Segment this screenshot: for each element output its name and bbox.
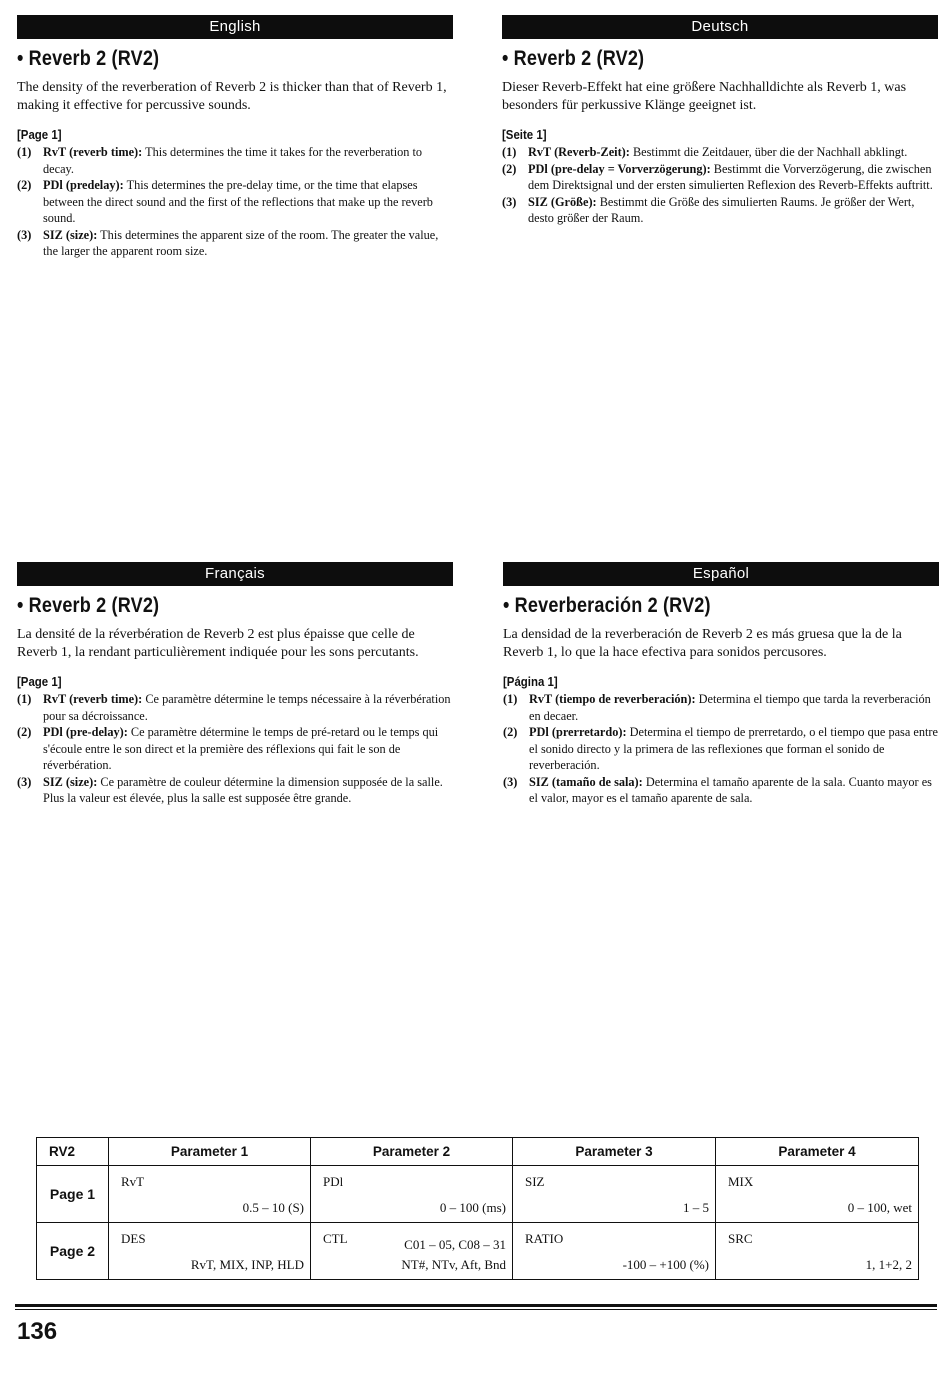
parameter-term: PDl (prerretardo): (529, 725, 627, 739)
column-header: Parameter 3 (513, 1138, 716, 1166)
parameter-range: C01 – 05, C08 – 31 (404, 1237, 506, 1252)
parameter-description: This determines the pre-delay time, or the time that elapses between the direct sound and the first of the reflections that make up the reverb sound. (43, 178, 433, 225)
item-number: (2) (17, 178, 32, 192)
parameter-range: 1, 1+2, 2 (865, 1257, 912, 1272)
parameter-description: This determines the time it takes for the reverberation to decay. (43, 145, 423, 176)
parameter-description: Determina el tamaño aparente de la sala. Cuanto mayor es el valor, mayor es el tamaño aparente de sala. (529, 774, 932, 805)
table-header-row (37, 1138, 919, 1166)
item-number: (1) (17, 692, 32, 706)
item-number: (2) (17, 725, 32, 739)
parameter-description: Bestimmt die Zeitdauer, über die der Nachhall abklingt. (629, 145, 908, 159)
row-header: Page 1 (37, 1166, 109, 1223)
row-header: Page 2 (37, 1223, 109, 1280)
parameter-item (17, 691, 453, 724)
parameter-term: PDl (predelay): (43, 178, 124, 192)
parameter-description: Bestimmt die Größe des simulierten Raums. Je größer der Wert, desto größer der Raum. (528, 194, 915, 225)
item-number: (1) (502, 145, 517, 159)
table-corner-label: RV2 (37, 1138, 109, 1166)
parameter-range: 1 – 5 (683, 1200, 709, 1215)
parameter-description: Determina el tiempo de prerretardo, o el tiempo que pasa entre el sonido directo y la primera de las reflexiones que forman el sonido de reverberación. (529, 725, 938, 772)
parameter-item (503, 691, 939, 724)
section-title: • Reverb 2 (RV2) (17, 594, 160, 617)
parameter-description: This determines the apparent size of the room. The greater the value, the larger the apparent room size. (43, 227, 439, 258)
parameter-list (502, 144, 938, 227)
parameter-list (503, 691, 939, 807)
language-bar: Deutsch (502, 15, 938, 39)
item-number: (2) (503, 725, 518, 739)
item-number: (3) (17, 227, 32, 242)
section-title: • Reverberación 2 (RV2) (503, 594, 711, 617)
parameter-item (503, 774, 939, 807)
parameter-description: Determina el tiempo que tarda la reverberación en decaer. (529, 692, 931, 723)
section-espanol (503, 562, 939, 807)
parameter-term: SIZ (size): (43, 227, 98, 242)
parameter-term: RvT (tiempo de reverberación): (529, 692, 696, 706)
column-header: Parameter 4 (716, 1138, 919, 1166)
parameter-range: 0 – 100, wet (847, 1200, 912, 1215)
table-cell (716, 1223, 919, 1280)
parameter-name: RvT (121, 1174, 145, 1189)
page-label: [Página 1] (503, 674, 558, 689)
parameter-range: 0.5 – 10 (S) (242, 1200, 304, 1215)
parameter-term: SIZ (tamaño de sala): (529, 774, 643, 789)
parameter-description: Ce paramètre détermine le temps nécessaire à la réverbération pour sa décroissance. (43, 692, 451, 723)
parameter-description: Ce paramètre détermine le temps de pré-retard ou le temps qui s'écoule entre le son direct et la première des réflexions qui fait le son de réverbération. (43, 725, 439, 772)
parameter-item (17, 177, 453, 227)
parameter-description: Bestimmt die Vorverzögerung, die zwischen dem Direktsignal und der ersten simulierten Reflexion des Reverb-Effekts auftritt. (528, 161, 933, 192)
parameter-item (17, 774, 453, 807)
parameter-list (17, 144, 453, 260)
parameter-name: RATIO (525, 1231, 564, 1246)
column-header: Parameter 2 (311, 1138, 513, 1166)
parameter-range: NT#, NTv, Aft, Bnd (401, 1257, 506, 1272)
parameter-term: SIZ (size): (43, 774, 98, 789)
parameter-range: 0 – 100 (ms) (439, 1200, 506, 1215)
parameter-name: SRC (728, 1231, 753, 1246)
intro-paragraph: The density of the reverberation of Reverb 2 is thicker than that of Reverb 1, making it effective for percussive sounds. (17, 80, 447, 113)
parameter-range: RvT, MIX, INP, HLD (190, 1257, 304, 1272)
section-francais (17, 562, 453, 807)
item-number: (3) (503, 774, 518, 789)
item-number: (3) (502, 194, 517, 209)
table-cell (311, 1223, 513, 1280)
page-label: [Page 1] (17, 674, 62, 689)
table-cell (716, 1166, 919, 1223)
parameter-table (36, 1137, 919, 1280)
language-bar: English (17, 15, 453, 39)
parameter-item (17, 227, 453, 260)
parameter-name: SIZ (525, 1174, 545, 1189)
parameter-item (502, 144, 938, 161)
parameter-term: SIZ (Größe): (528, 194, 597, 209)
language-bar: Español (503, 562, 939, 586)
page-label: [Page 1] (17, 127, 62, 142)
table-cell (109, 1223, 311, 1280)
parameter-name: CTL (323, 1231, 348, 1246)
parameter-term: PDl (pre-delay = Vorverzögerung): (528, 161, 711, 176)
footer-rule-thin (15, 1309, 937, 1310)
parameter-name: MIX (728, 1174, 754, 1189)
language-bar: Français (17, 562, 453, 586)
table-cell (109, 1166, 311, 1223)
parameter-description: Ce paramètre de couleur détermine la dimension supposée de la salle. Plus la valeur est élevée, plus la salle est supposée être grande. (43, 774, 443, 805)
parameter-name: PDl (323, 1174, 344, 1189)
table-cell (513, 1166, 716, 1223)
page-number: 136 (17, 1318, 58, 1345)
page-label: [Seite 1] (502, 127, 547, 142)
parameter-term: PDl (pre-delay): (43, 725, 128, 739)
parameter-item (503, 724, 939, 774)
section-english (17, 15, 453, 260)
parameter-list (17, 691, 453, 807)
column-header: Parameter 1 (109, 1138, 311, 1166)
table-row (37, 1166, 919, 1223)
parameter-item (17, 724, 453, 774)
parameter-range: -100 – +100 (%) (622, 1257, 709, 1272)
section-title: • Reverb 2 (RV2) (502, 47, 645, 70)
item-number: (2) (502, 161, 517, 176)
parameter-term: RvT (reverb time): (43, 145, 143, 159)
parameter-term: RvT (Reverb-Zeit): (528, 145, 630, 159)
footer-rule (15, 1304, 937, 1307)
parameter-term: RvT (reverb time): (43, 692, 143, 706)
parameter-item (502, 161, 938, 194)
parameter-item (17, 144, 453, 177)
item-number: (3) (17, 774, 32, 789)
table-row (37, 1223, 919, 1280)
item-number: (1) (503, 692, 518, 706)
parameter-name: DES (121, 1231, 146, 1246)
table-cell (513, 1223, 716, 1280)
section-deutsch (502, 15, 938, 227)
intro-paragraph: La densité de la réverbération de Reverb 2 est plus épaisse que celle de Reverb 1, la rendant particulièrement indiquée pour les sons percutants. (17, 627, 419, 660)
section-title: • Reverb 2 (RV2) (17, 47, 160, 70)
table-cell (311, 1166, 513, 1223)
parameter-item (502, 194, 938, 227)
item-number: (1) (17, 145, 32, 159)
intro-paragraph: La densidad de la reverberación de Reverb 2 es más gruesa que la de la Reverb 1, lo que la hace efectiva para sonidos percusores. (503, 627, 902, 660)
intro-paragraph: Dieser Reverb-Effekt hat eine größere Nachhalldichte als Reverb 1, was besonders für perkussive Klänge geeignet ist. (502, 80, 907, 113)
